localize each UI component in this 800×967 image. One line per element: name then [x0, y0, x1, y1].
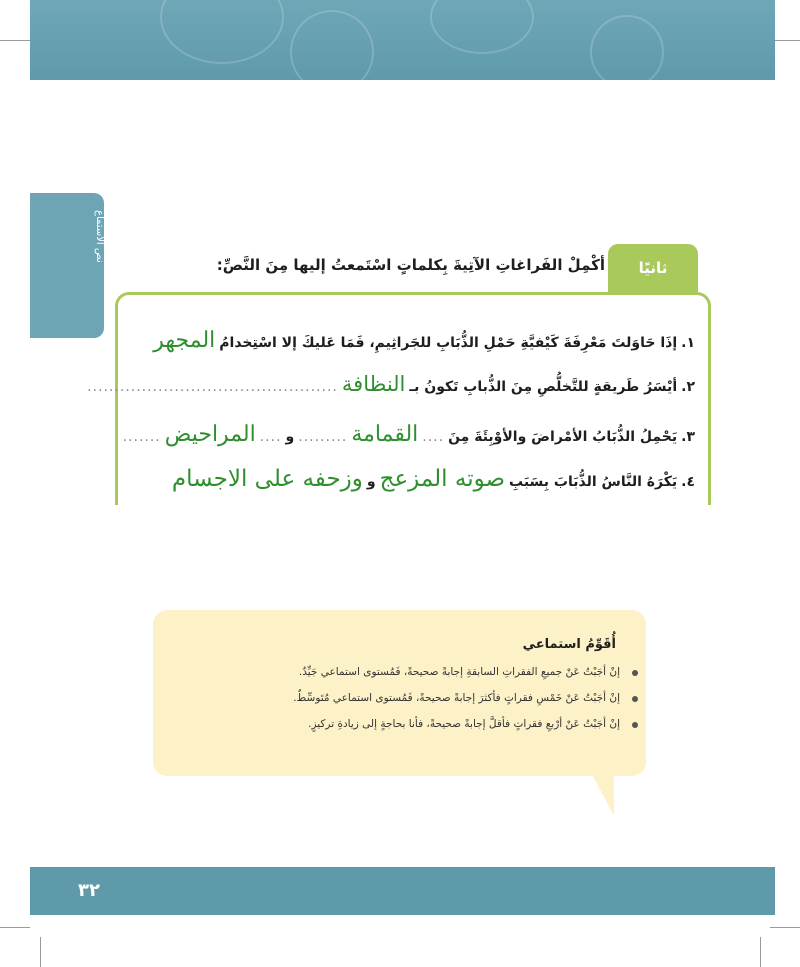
header-ornament	[290, 10, 374, 94]
question-2	[87, 372, 695, 396]
list-item: إنْ أجَبْتُ عَنْ خَمْسِ فقراتٍ فأكثرَ إجابةً صحيحةً، فَمُستوى استماعي مُتَوسِّطٌ.	[180, 692, 640, 704]
answer-field[interactable]: المجهر	[153, 328, 216, 353]
section-badge: ثانيًا	[608, 244, 698, 292]
connector: و	[285, 429, 295, 445]
self-assessment-list	[180, 666, 640, 744]
header-ornament	[160, 0, 284, 64]
header-ornament	[590, 15, 664, 89]
question-number: ١.	[681, 335, 695, 351]
answer-field[interactable]: صوته المزعج	[379, 466, 506, 492]
blank-dots: ....	[259, 429, 282, 445]
crop-mark	[760, 937, 761, 967]
question-3	[123, 422, 695, 447]
header-band	[30, 0, 775, 80]
answer-field[interactable]: المراحيض	[164, 422, 256, 447]
section-instruction: أكْمِلْ الفَراغاتِ الآتِيةَ بِكلماتٍ اسْتَمعتُ إليها مِنَ النَّصِّ:	[216, 256, 605, 274]
question-1	[153, 328, 695, 353]
speech-bubble-tail	[592, 774, 614, 816]
answer-field[interactable]: القمامة	[351, 422, 419, 447]
crop-mark	[40, 937, 41, 967]
question-number: ٤.	[681, 474, 695, 490]
crop-mark	[770, 927, 800, 928]
question-text: إذَا حَاوَلتَ مَعْرِفَةَ كَيْفيَّةِ حَمْلِ الذُّبَابِ للجَراثِيمِ، فَمَا عَليكَ إلا اسْتِخدامُ	[219, 335, 678, 351]
blank-dots: ..............................................	[87, 379, 338, 395]
blank-dots: .........	[298, 429, 348, 445]
connector: و	[366, 474, 376, 490]
header-ornament	[430, 0, 534, 54]
crop-mark	[0, 927, 30, 928]
question-4	[172, 466, 695, 492]
footer-band	[30, 867, 775, 915]
crop-mark	[0, 40, 30, 41]
side-tab-label: نص الاستماع	[94, 210, 105, 263]
blank-dots: ....	[422, 429, 445, 445]
answer-field[interactable]: النظافة	[341, 372, 406, 396]
question-text: يَحْمِلُ الذُّبَابُ الأمْراضَ والأوْبِئَةَ مِنَ	[448, 429, 678, 445]
answer-field[interactable]: وزحفه على الاجسام	[171, 466, 363, 492]
blank-dots: .......	[122, 429, 161, 445]
question-number: ٣.	[681, 429, 695, 445]
self-assessment-title: أُقَوِّمُ استماعي	[522, 637, 616, 652]
list-item: إنْ أجَبْتُ عَنْ جميعِ الفقراتِ السابقةِ إجابةً صحيحةً، فَمُستوى استماعي جَيِّدٌ.	[180, 666, 640, 678]
question-number: ٢.	[681, 379, 695, 395]
list-item: إنْ أجَبْتُ عَنْ أرْبعِ فقراتٍ فأقلَّ إجابةً صحيحةً، فأنا بحاجةٍ إلى زيادةِ تركيزٍ.	[180, 718, 640, 730]
question-text: أيْسَرُ طَريقةٍ للتَّخلُّصِ مِنَ الذُّبابِ تَكونُ بـ	[409, 379, 678, 395]
question-text: يَكْرَهُ النَّاسُ الذُّبَابَ بِسَبَبِ	[509, 474, 678, 490]
page-number: ٣٢	[78, 880, 100, 901]
